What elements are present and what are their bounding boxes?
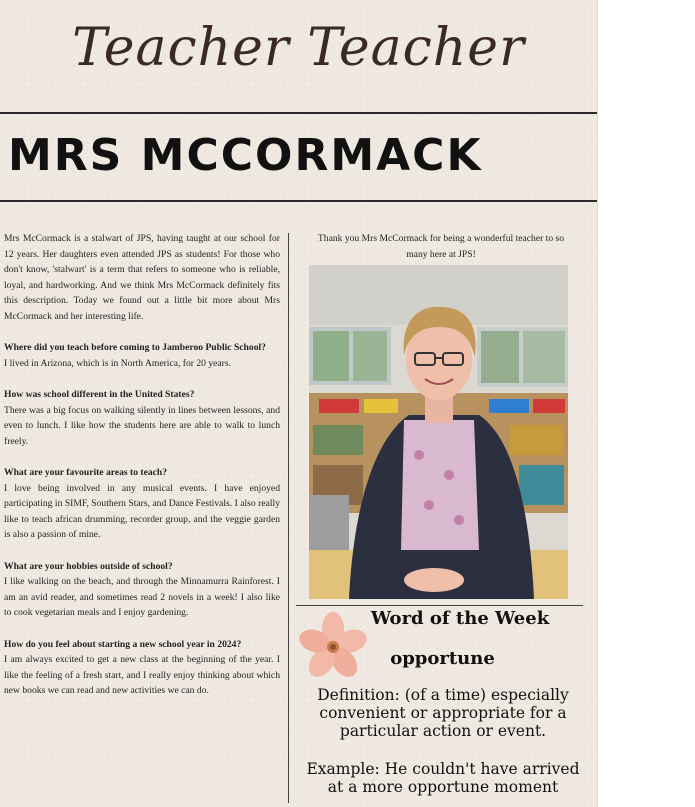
question-5: How do you feel about starting a new school year in 2024? — [4, 638, 242, 650]
question-2: How was school different in the United States? — [4, 389, 195, 400]
question-4: What are your hobbies outside of school? — [4, 560, 173, 572]
article-column — [4, 231, 280, 699]
teacher-photo — [309, 265, 568, 599]
word-of-week-example: Example: He couldn't have arrived at a more opportune moment — [306, 760, 580, 796]
answer-1: I lived in Arizona, which is in North America, for 20 years. — [4, 357, 231, 369]
word-of-week-title: Word of the Week — [370, 608, 550, 629]
article-intro: Mrs McCormack is a stalwart of JPS, having taught at our school for 12 years. Her daughters even attended JPS as students! For those who don't know, 'stalwart' is a term that refers to someone who is reliable, loyal, and hardworking. And we think Mrs McCormack definitely fits this description. Today we found out a little bit more about Mrs McCormack and her interesting life. — [4, 233, 280, 322]
photo-caption: Thank you Mrs McCormack for being a wonderful teacher to so many here at JPS! — [317, 233, 565, 260]
answer-3: I love being involved in any musical events. I have enjoyed participating in SIMF, Southern Stars, and Dance Festivals. I also really like to teach african drumming, recorder group, and the veggie garden is also a passion of mine. — [4, 482, 280, 540]
headline-bottom-rule — [0, 200, 597, 202]
page-edge — [597, 0, 598, 807]
answer-2: There was a big focus on walking silently in lines between lessons, and even to lunch. I like how the students here are able to walk to lunch freely. — [4, 404, 280, 447]
column-divider — [288, 233, 289, 803]
word-of-week-definition: Definition: (of a time) especially convenient or appropriate for a particular action or event. — [317, 686, 569, 740]
headline: MRS MCCORMACK — [8, 130, 483, 181]
masthead-title: Teacher Teacher — [72, 18, 525, 78]
answer-5: I am always excited to get a new class at the beginning of the year. I like the feeling of a fresh start, and I really enjoy thinking about which new books we can read and new activities we can do. — [4, 654, 280, 696]
photo-column — [296, 231, 586, 262]
answer-4: I like walking on the beach, and through the Minnamurra Rainforest. I am an avid reader, and sometimes read 2 novels in a week! I also like to cook vegetarian meals and I enjoy gardening. — [4, 576, 280, 618]
headline-top-rule — [0, 112, 597, 114]
word-of-week-word: opportune — [390, 648, 495, 669]
question-1: Where did you teach before coming to Jamberoo Public School? — [4, 342, 266, 353]
question-3: What are your favourite areas to teach? — [4, 467, 168, 478]
